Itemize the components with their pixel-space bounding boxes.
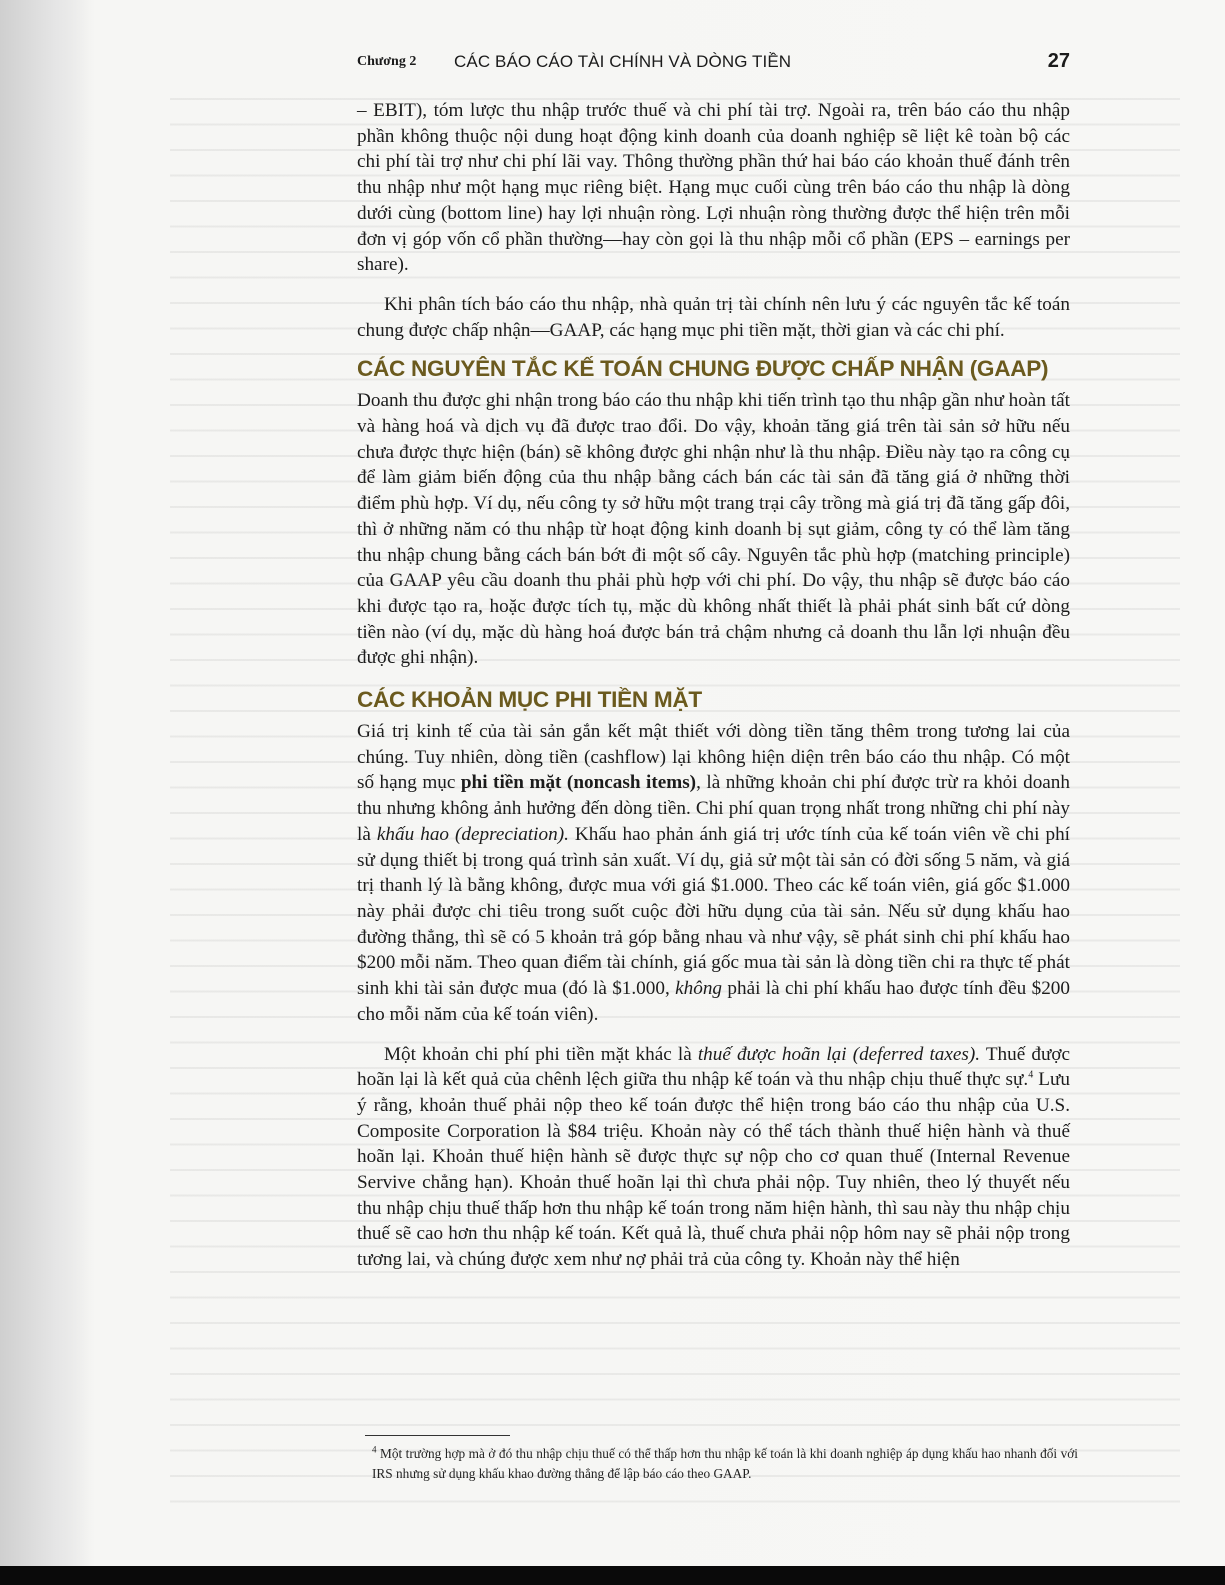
text-run: Một khoản chi phí phi tiền mặt khác là <box>384 1043 698 1065</box>
scan-bottom-edge <box>0 1566 1225 1585</box>
footnote <box>372 1444 1078 1484</box>
paragraph-deferred-taxes <box>357 1042 1070 1273</box>
italic-term-depreciation: khấu hao (depreciation). <box>376 823 569 845</box>
text-run: Thuế được hoãn lại là kết quả của chênh lệch giữa thu nhập kế toán và thu nhập chịu thuế thực sự. <box>357 1043 1071 1091</box>
paragraph-analysis-intro: Khi phân tích báo cáo thu nhập, nhà quản trị tài chính nên lưu ý các nguyên tắc kế toán chung được chấp nhận—GAAP, các hạng mục phi tiền mặt, thời gian và các chi phí. <box>357 293 1070 341</box>
book-spine-edge <box>0 0 95 1585</box>
text-run: phải là chi phí khấu hao được tính đều $200 cho mỗi năm của kế toán viên). <box>357 978 1070 1025</box>
text-run: , là những khoản chi phí được trừ ra khỏi doanh thu nhưng không ảnh hưởng đến dòng tiền. Chi phí quan trọng nhất trong những chi phí này là <box>357 772 1070 845</box>
footnote-divider <box>365 1435 510 1436</box>
footnote-text: Một trường hợp mà ở đó thu nhập chịu thuế có thể thấp hơn thu nhập kế toán là khi doanh nghiệp áp dụng khấu hao nhanh đối với IRS nhưng sử dụng khấu khao đường thẳng để lập báo cáo theo GAAP. <box>372 1446 1078 1481</box>
section-heading-noncash: CÁC KHOẢN MỤC PHI TIỀN MẶT <box>357 687 702 713</box>
chapter-label: Chương 2 <box>357 54 417 69</box>
footnote-number: 4 <box>372 1444 377 1455</box>
footnote-reference: 4 <box>1028 1069 1034 1081</box>
paragraph-noncash <box>357 719 1070 1027</box>
running-header <box>357 50 1070 80</box>
paragraph-ebit: – EBIT), tóm lược thu nhập trước thuế và chi phí tài trợ. Ngoài ra, trên báo cáo thu nhập phần không thuộc nội dung hoạt động kinh doanh của doanh nghiệp sẽ liệt kê toàn bộ các chi phí tài trợ như chi phí lãi vay. Thông thường phần thứ hai báo cáo khoản thuế đánh trên thu nhập như một hạng mục riêng biệt. Hạng mục cuối cùng trên báo cáo thu nhập là dòng dưới cùng (bottom line) hay lợi nhuận ròng. Lợi nhuận ròng thường được thể hiện trên mỗi đơn vị góp vốn cổ phần thường—hay còn gọi là thu nhập mỗi cổ phần (EPS – earnings per share). <box>357 100 1070 276</box>
chapter-title: CÁC BÁO CÁO TÀI CHÍNH VÀ DÒNG TIỀN <box>454 52 792 71</box>
text-run: Lưu ý rằng, khoản thuế phải nộp theo kế toán được thể hiện trong báo cáo thu nhập của U.S. Composite Corporation là $84 triệu. Khoản này có thể tách thành thuế hiện hành và thuế hoãn lại. Khoản thuế hiện hành sẽ được thực sự nộp cho cơ quan thuế (Internal Revenue Servive chẳng hạn). Khoản thuế hoãn lại thì chưa phải nộp. Tuy nhiên, theo lý thuyết nếu thu nhập chịu thuế thấp hơn thu nhập kế toán trong năm hiện hành, thì sau này thu nhập chịu thuế sẽ cao hơn thu nhập kế toán. Kết quả là, thuế chưa phải nộp hôm nay sẽ phải nộp trong tương lai, và chúng được xem như nợ phải trả của công ty. Khoản này thể hiện <box>357 1069 1071 1271</box>
paragraph-gaap: Doanh thu được ghi nhận trong báo cáo thu nhập khi tiến trình tạo thu nhập gần như hoàn tất và hàng hoá và dịch vụ đã được trao đổi. Do vậy, khoản tăng giá trên tài sản sở hữu nếu chưa được thực hiện (bán) sẽ không được ghi nhận như là thu nhập. Điều này tạo ra công cụ để làm giảm biến động của thu nhập bằng cách bán các tài sản đã tăng giá ở những thời điểm phù hợp. Ví dụ, nếu công ty sở hữu một trang trại cây trồng mà giá trị đã tăng gấp đôi, thì ở những năm có thu nhập từ hoạt động kinh doanh bị sụt giảm, công ty có thể làm tăng thu nhập chung bằng cách bán bớt đi một số cây. Nguyên tắc phù hợp (matching principle) của GAAP yêu cầu doanh thu phải phù hợp với chi phí. Do vậy, thu nhập sẽ được báo cáo khi được tạo ra, hoặc được tích tụ, mặc dù không nhất thiết là phải phát sinh bất cứ dòng tiền nào (ví dụ, mặc dù hàng hoá được bán trả chậm nhưng cả doanh thu lẫn lợi nhuận đều được ghi nhận). <box>357 390 1070 669</box>
italic-word-khong: không <box>675 978 723 1000</box>
bold-term-noncash: phi tiền mặt (noncash items) <box>460 772 697 794</box>
page-number: 27 <box>1047 50 1070 72</box>
body-text <box>357 98 1070 1284</box>
text-run: Khấu hao phản ánh giá trị ước tính của kế toán viên về chi phí sử dụng thiết bị trong quá trình sản xuất. Ví dụ, giả sử một tài sản có đời sống 5 năm, và giá trị thanh lý là bằng không, được mua với giá $1.000. Theo các kế toán viên, giá gốc $1.000 này phải được chi tiêu trong suốt cuộc đời hữu dụng của tài sản. Nếu sử dụng khấu hao đường thẳng, thì sẽ có 5 khoản trả góp bằng nhau và như vậy, sẽ phát sinh chi phí khấu hao $200 mỗi năm. Theo quan điểm tài chính, giá gốc mua tài sản là dòng tiền chi ra thực tế phát sinh khi tài sản được mua (đó là $1.000, <box>357 823 1070 1000</box>
text-run: Giá trị kinh tế của tài sản gắn kết mật thiết với dòng tiền tăng thêm trong tương lai của chúng. Tuy nhiên, dòng tiền (cashflow) lại không hiện diện trên báo cáo thu nhập. Có một số hạng mục <box>357 721 1070 794</box>
section-heading-gaap: CÁC NGUYÊN TẮC KẾ TOÁN CHUNG ĐƯỢC CHẤP NHẬN (GAAP) <box>357 356 1049 382</box>
italic-term-deferred-taxes: thuế được hoãn lại (deferred taxes). <box>697 1043 981 1065</box>
